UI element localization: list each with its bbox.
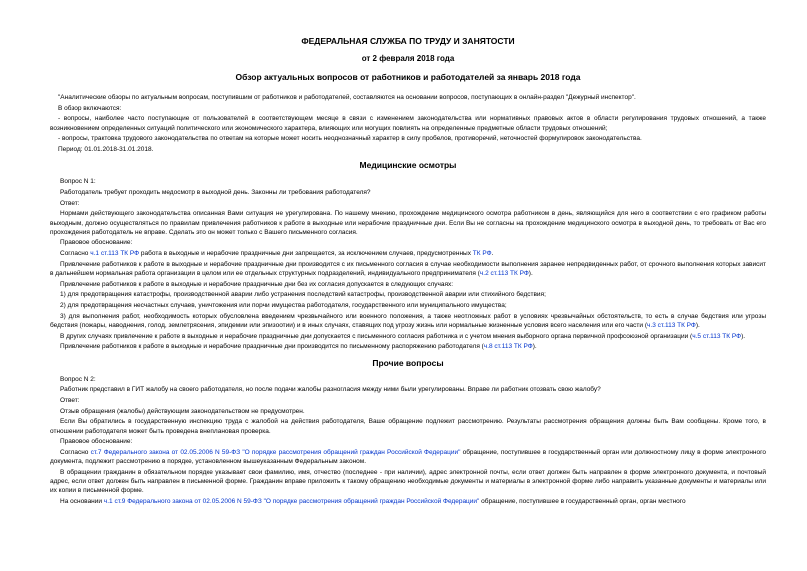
legal-basis-paragraph: В других случаях привлечение к работе в выходные и нерабочие праздничные дни допускается с письменного согласия работника и с учетом мнения выборного органа первичной профсоюзной организации (ч.5 ст.113 ТК РФ). <box>60 332 746 340</box>
section-heading-medical: Медицинские осмотры <box>359 160 457 171</box>
legal-basis-paragraph: На основании ч.1 ст.9 Федерального закона от 02.05.2006 N 59-ФЗ "О порядке рассмотрения обращений граждан Российской Федерации" обращение, поступившее в государственный орган, орган местного <box>60 498 686 506</box>
legal-basis-paragraph: Привлечение работников к работе в выходные и нерабочие праздничные дни производится по письменному распоряжению работодателя (ч.8 ст.113 ТК РФ). <box>60 343 537 351</box>
legal-basis-paragraph: Согласно ч.1 ст.113 ТК РФ работа в выходные и нерабочие праздничные дни запрещается, за исключением случаев, предусмотренных ТК РФ. <box>60 250 494 258</box>
answer-label: Ответ: <box>60 397 80 405</box>
question-text: Работодатель требует проходить медосмотр в выходной день. Законны ли требования работодателя? <box>60 188 371 196</box>
legal-basis-paragraph: 1) для предотвращения катастрофы, производственной аварии либо устранения последствий катастрофы, производственной аварии или стихийного бедствия; <box>60 291 546 299</box>
legal-basis-paragraph: 3) для выполнения работ, необходимость которых обусловлена введением чрезвычайного или военного положения, а также неотложных работ в условиях чрезвычайных обстоятельств, то есть в случае бедствия или угрозы бедствия (пожары, наводнения, голод, землетрясения, эпидемии или эпизоотии) и в иных случаях, ставящих под угрозу жизнь или нормальные жизненные условия всего населения или его части (ч.3 ст.113 ТК РФ). <box>50 312 766 330</box>
law-link[interactable]: ч.1 ст.9 Федерального закона от 02.05.2006 N 59-ФЗ "О порядке рассмотрения обращений граждан Российской Федерации" <box>103 498 480 506</box>
document-title: Обзор актуальных вопросов от работников и работодателей за январь 2018 года <box>235 72 581 82</box>
org-heading: ФЕДЕРАЛЬНАЯ СЛУЖБА ПО ТРУДУ И ЗАНЯТОСТИ <box>301 36 515 46</box>
legal-basis-paragraph: 2) для предотвращения несчастных случаев, уничтожения или порчи имущества работодателя, государственного или муниципального имущества; <box>60 302 507 310</box>
legal-basis-label: Правовое обоснование: <box>60 239 133 247</box>
question-label: Вопрос N 1: <box>60 178 96 186</box>
answer-label: Ответ: <box>60 199 80 207</box>
intro-paragraph: - вопросы, трактовка трудового законодательства по ответам на которые может носить неоднозначный характер в силу пробелов, противоречий, неточностей формулировок законодательства. <box>58 135 642 143</box>
intro-paragraph: В обзор включаются: <box>58 104 122 112</box>
law-link[interactable]: ч.2 ст.113 ТК РФ <box>479 270 529 278</box>
law-link[interactable]: ч.5 ст.113 ТК РФ <box>692 332 742 340</box>
law-link[interactable]: ч.8 ст.113 ТК РФ <box>483 343 533 351</box>
legal-basis-paragraph: В обращении гражданин в обязательном порядке указывает свои фамилию, имя, отчество (последнее - при наличии), адрес электронной почты, если ответ должен быть направлен в форме электронного документа, и почтовый адрес, если ответ должен быть направлен в письменной форме. Гражданин вправе приложить к такому обращению необходимые документы и материалы в электронной форме либо направить указанные документы и материалы или их копии в письменной форме. <box>50 469 766 495</box>
answer-text: Нормами действующего законодательства описанная Вами ситуация не урегулирована. По нашему мнению, прохождение медицинского осмотра работником в день, являющийся для него в соответствии с его графиком работы выходным, должно осуществляться по правилам привлечения работников к работе в выходные или нерабочие праздничные дни. Если Вы не согласны на прохождение медицинского осмотра в выходной день, то требовать от Вас его прохождения работодатель не вправе. Сделать это он может только с Вашего письменного согласия. <box>50 210 766 236</box>
question-text: Работник представил в ГИТ жалобу на своего работодателя, но после подачи жалобы разногласия между ними были урегулированы. Вправе ли работник отозвать свою жалобу? <box>60 386 601 394</box>
legal-basis-paragraph: Привлечение работников к работе в выходные и нерабочие праздничные дни без их согласия допускается в следующих случаях: <box>60 280 454 288</box>
legal-basis-paragraph: Согласно ст.7 Федерального закона от 02.05.2006 N 59-ФЗ "О порядке рассмотрения обращений граждан Российской Федерации" обращение, поступившее в государственный орган или должностному лицу в форме электронного документа, подлежит рассмотрению в порядке, установленном вышеуказанным Федеральным законом. <box>50 449 766 466</box>
answer-text: Если Вы обратились в государственную инспекцию труда с жалобой на действия работодателя, Ваше обращение подлежит рассмотрению. Результаты рассмотрения обращения должны быть Вам сообщены. Кроме того, в отношении работодателя может быть проведена внеплановая проверка. <box>50 418 766 435</box>
legal-basis-paragraph: Привлечение работников к работе в выходные и нерабочие праздничные дни производится с их письменного согласия в случае необходимости выполнения заранее непредвиденных работ, от срочного выполнения которых зависит в дальнейшем нормальная работа организации в целом или ее отдельных структурных подразделений, индивидуального предпринимателя (ч.2 ст.113 ТК РФ). <box>50 260 766 278</box>
legal-basis-label: Правовое обоснование: <box>60 438 133 446</box>
law-link[interactable]: ст.7 Федерального закона от 02.05.2006 N 59-ФЗ "О порядке рассмотрения обращений граждан Российской Федерации" <box>90 449 461 457</box>
intro-paragraph: - вопросы, наиболее часто поступающие от пользователей в соответствующем месяце в связи с изменением законодательства или нормативных правовых актов в области регулирования трудовых отношений, а также возникновением определенных ситуаций политического или экономического характера, влияющих или могущих повлиять на определенные предметные области трудовых отношений; <box>50 115 766 132</box>
answer-text: Отзыв обращения (жалобы) действующим законодательством не предусмотрен. <box>60 407 305 415</box>
intro-paragraph: Период: 01.01.2018-31.01.2018. <box>58 146 154 154</box>
document-page <box>50 30 766 508</box>
law-link[interactable]: ч.1 ст.113 ТК РФ <box>90 250 140 258</box>
intro-paragraph: "Аналитические обзоры по актуальным вопросам, поступившим от работников и работодателей, составляются на основании вопросов, поступающих в онлайн-раздел "Дежурный инспектор". <box>58 94 636 101</box>
document-date: от 2 февраля 2018 года <box>361 54 455 63</box>
law-link[interactable]: ТК РФ <box>472 250 492 258</box>
question-label: Вопрос N 2: <box>60 375 96 383</box>
law-link[interactable]: ч.3 ст.113 ТК РФ <box>647 322 696 330</box>
section-heading-other: Прочие вопросы <box>372 357 444 368</box>
